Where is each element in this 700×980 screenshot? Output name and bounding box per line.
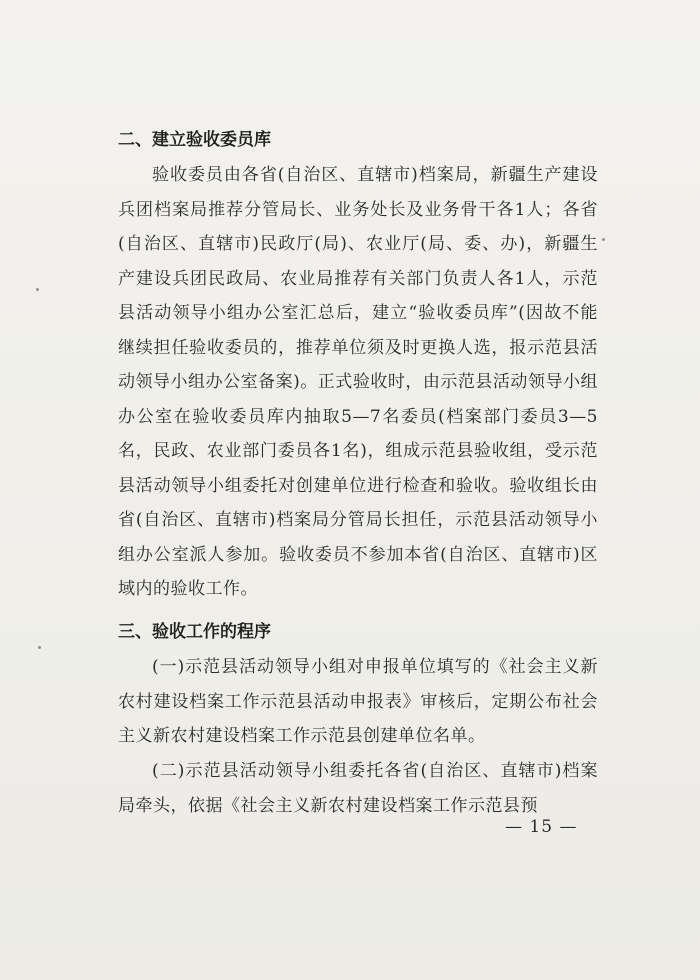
page-number: — 15 — <box>505 817 578 837</box>
scan-speck <box>36 288 39 291</box>
section-3-paragraph-1: (一)示范县活动领导小组对申报单位填写的《社会主义新农村建设档案工作示范县活动申报表》审核后，定期公布社会主义新农村建设档案工作示范县创建单位名单。 <box>118 657 598 746</box>
section-2-heading: 二、建立验收委员库 <box>118 130 271 150</box>
section-3-paragraph-2: (二)示范县活动领导小组委托各省(自治区、直辖市)档案局牵头，依据《社会主义新农村建设档案工作示范县预 <box>118 761 598 816</box>
section-2-paragraph: 验收委员由各省(自治区、直辖市)档案局，新疆生产建设兵团档案局推荐分管局长、业务处长及业务骨干各1人；各省(自治区、直辖市)民政厅(局)、农业厅(局、委、办)，新疆生产建设兵团民政局、农业局推荐有关部门负责人各1人，示范县活动领导小组办公室汇总后，建立“验收委员库”(因故不能继续担任验收委员的，推荐单位须及时更换人选，报示范县活动领导小组办公室备案)。正式验收时，由示范县活动领导小组办公室在验收委员库内抽取5—7名委员(档案部门委员3—5名，民政、农业部门委员各1名)，组成示范县验收组，受示范县活动领导小组委托对创建单位进行检查和验收。验收组长由省(自治区、直辖市)档案局分管局长担任，示范县活动领导小组办公室派人参加。验收委员不参加本省(自治区、直辖市)区域内的验收工作。 <box>118 165 598 599</box>
scan-speck <box>602 238 605 241</box>
scan-speck <box>38 646 41 649</box>
section-3-heading: 三、验收工作的程序 <box>118 622 271 642</box>
